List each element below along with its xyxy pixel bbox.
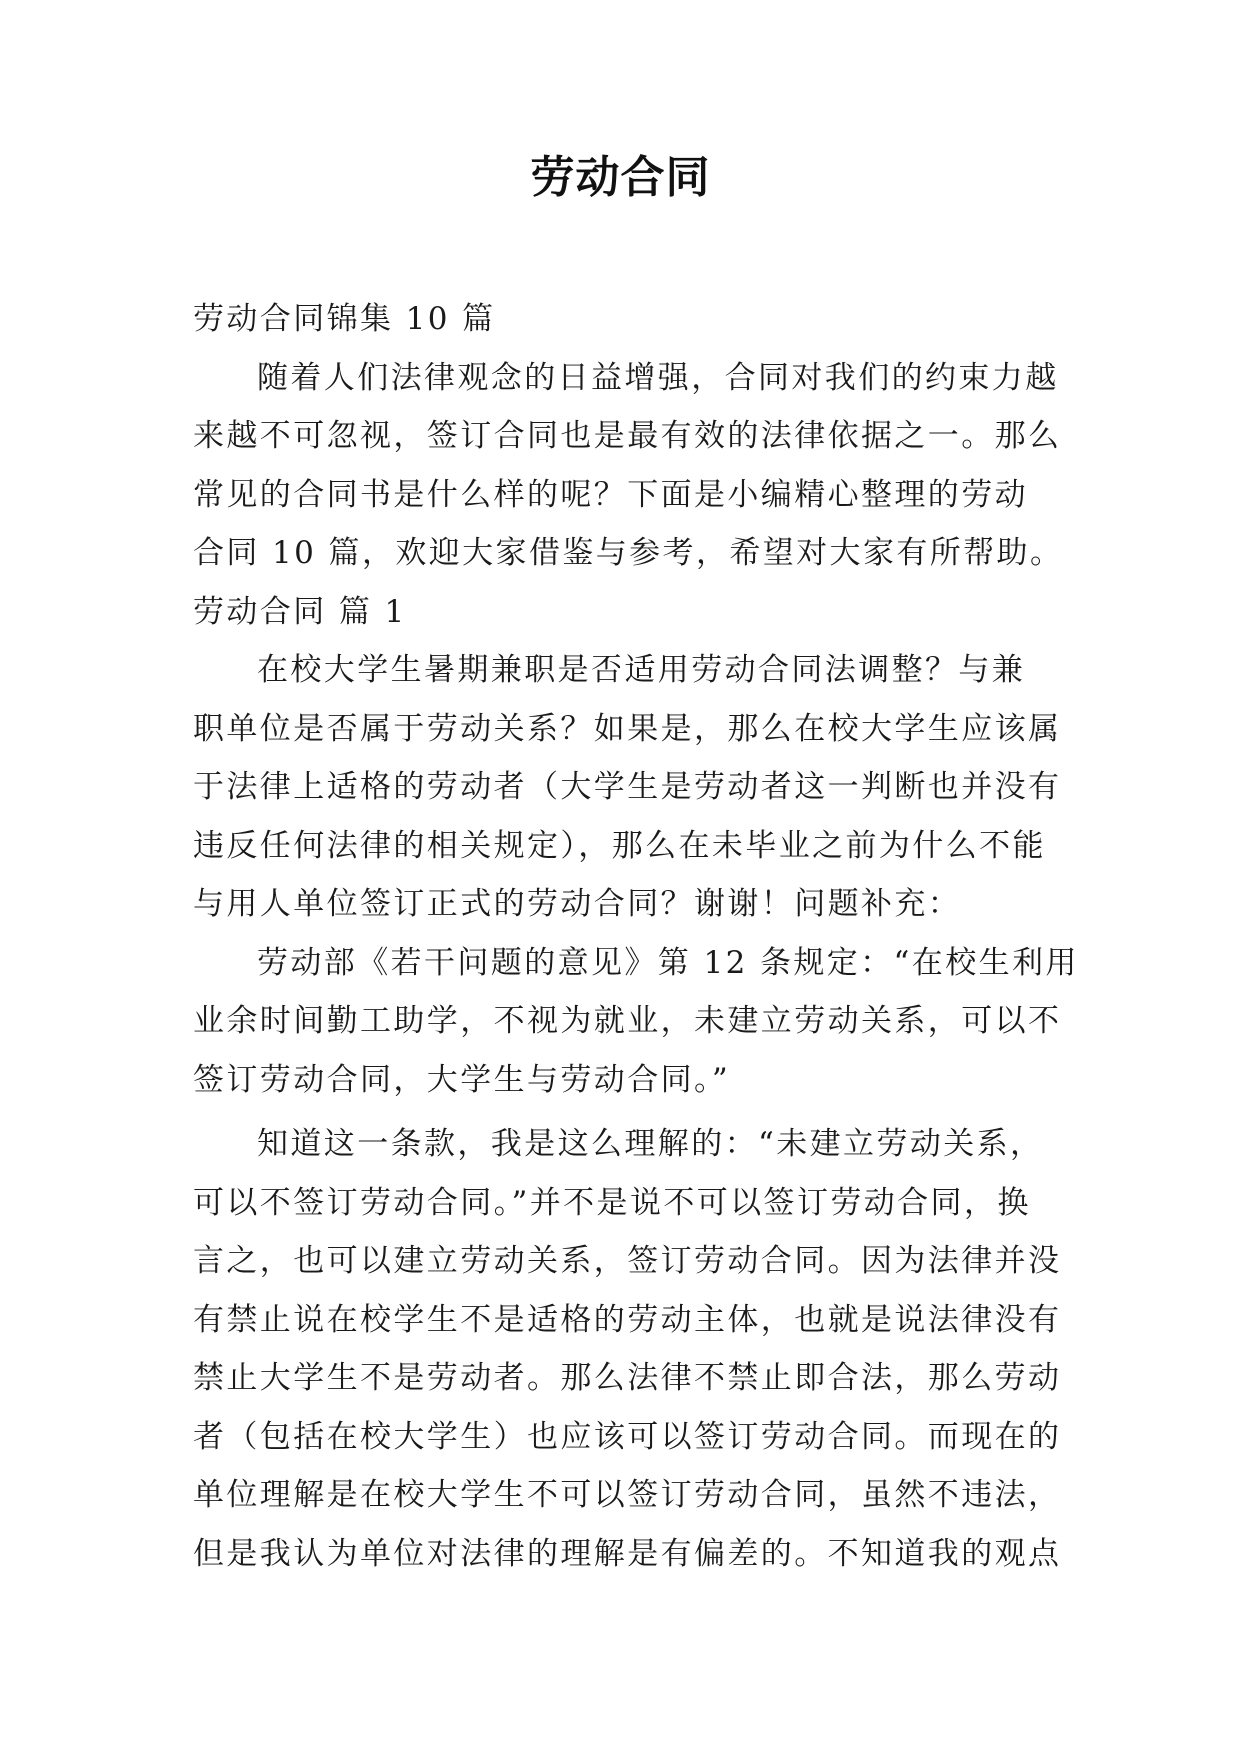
paragraph-line: 者（包括在校大学生）也应该可以签订劳动合同。而现在的	[193, 1418, 1062, 1455]
paragraph-line: 于法律上适格的劳动者（大学生是劳动者这一判断也并没有	[193, 769, 1062, 805]
paragraph-line: 在校大学生暑期兼职是否适用劳动合同法调整？与兼	[257, 652, 1026, 688]
paragraph-line: 知道这一条款，我是这么理解的：“未建立劳动关系，	[257, 1126, 1044, 1162]
paragraph-line: 业余时间勤工助学，不视为就业，未建立劳动关系，可以不	[193, 1003, 1062, 1039]
paragraph-line: 单位理解是在校大学生不可以签订劳动合同，虽然不违法，	[193, 1477, 1062, 1513]
paragraph-line: 劳动部《若干问题的意见》第 12 条规定：“在校生利用	[257, 944, 1079, 981]
paragraph-line: 可以不签订劳动合同。”并不是说不可以签订劳动合同，换	[193, 1184, 1031, 1221]
section-heading: 劳动合同 篇 1	[193, 593, 407, 630]
paragraph-line: 违反任何法律的相关规定），那么在未毕业之前为什么不能	[193, 827, 1046, 864]
paragraph-line: 禁止大学生不是劳动者。那么法律不禁止即合法，那么劳动	[193, 1360, 1062, 1396]
paragraph-line: 常见的合同书是什么样的呢？下面是小编精心整理的劳动	[193, 476, 1028, 513]
paragraph-line: 但是我认为单位对法律的理解是有偏差的。不知道我的观点	[193, 1535, 1062, 1572]
document-title: 劳动合同	[530, 152, 711, 203]
paragraph-line: 言之，也可以建立劳动关系，签订劳动合同。因为法律并没	[193, 1243, 1062, 1279]
paragraph-line: 来越不可忽视，签订合同也是最有效的法律依据之一。那么	[193, 418, 1062, 454]
paragraph-line: 职单位是否属于劳动关系？如果是，那么在校大学生应该属	[193, 710, 1062, 747]
subtitle-line: 劳动合同锦集 10 篇	[193, 301, 496, 337]
document-body	[193, 290, 1079, 1583]
paragraph-line: 与用人单位签订正式的劳动合同？谢谢！问题补充：	[193, 886, 962, 922]
paragraph-line: 合同 10 篇，欢迎大家借鉴与参考，希望对大家有所帮助。	[193, 535, 1064, 571]
paragraph-line: 有禁止说在校学生不是适格的劳动主体，也就是说法律没有	[193, 1301, 1062, 1338]
paragraph-line: 随着人们法律观念的日益增强，合同对我们的约束力越	[257, 359, 1059, 396]
paragraph-line: 签订劳动合同，大学生与劳动合同。”	[193, 1061, 731, 1098]
